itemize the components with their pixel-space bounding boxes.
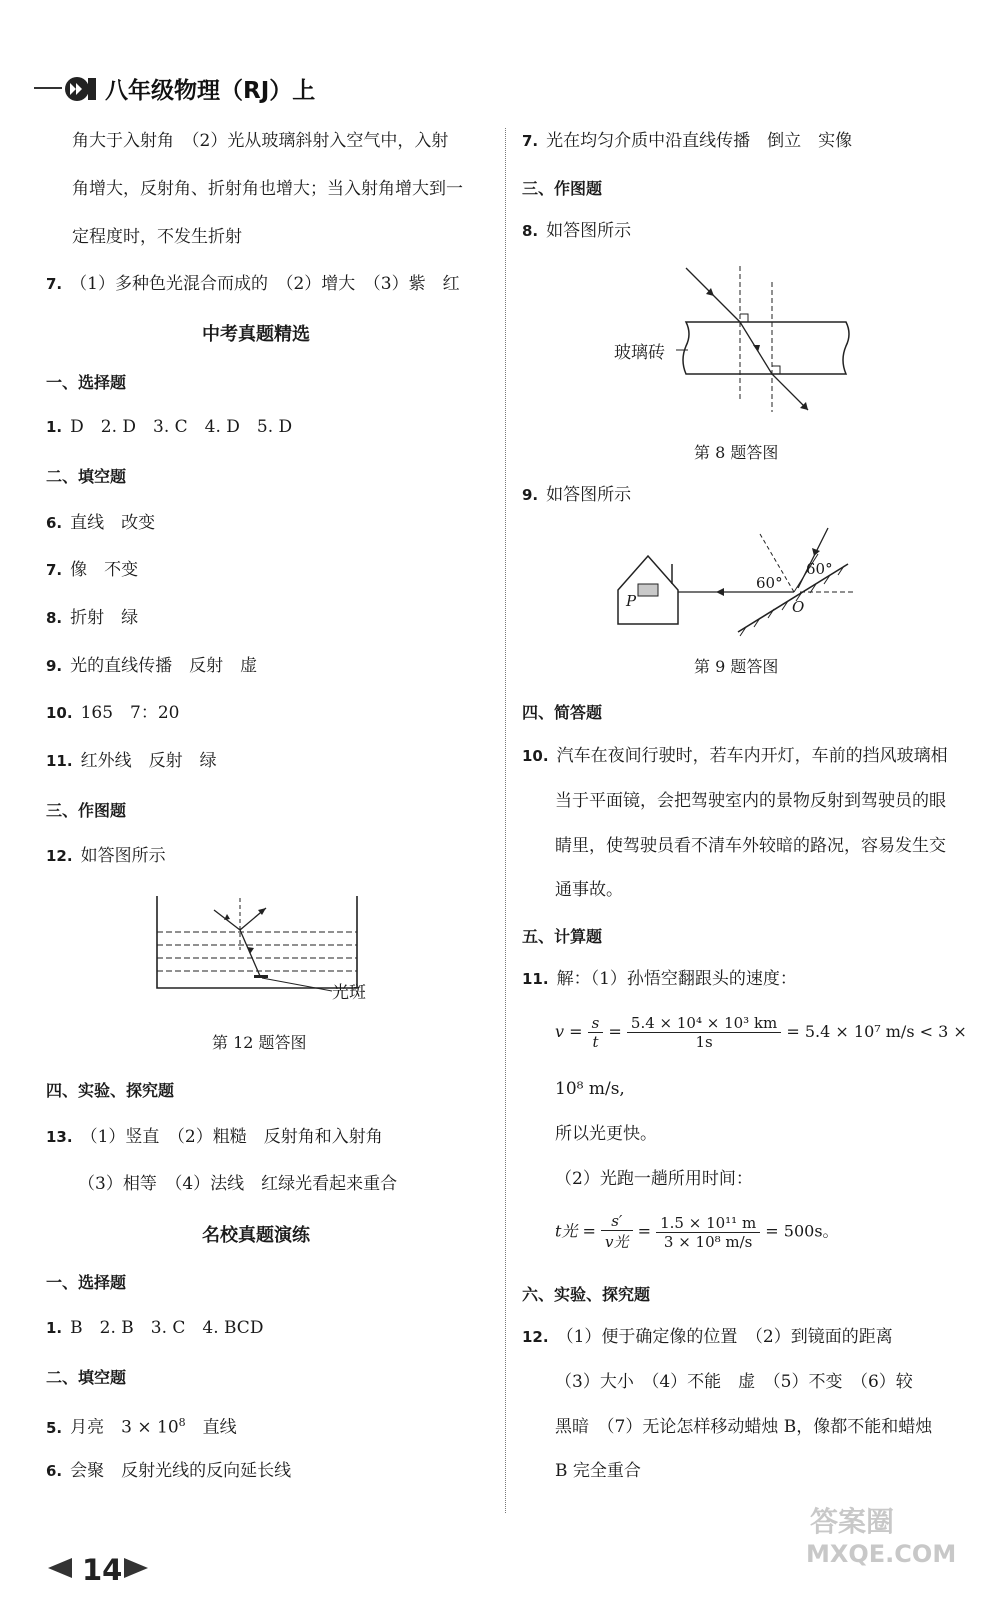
section-heading: 一、选择题 (46, 373, 127, 392)
answer-11-part-2: （2）光跑一趟所用时间： (555, 1169, 753, 1189)
answer-12-line-2: （3）大小 （4）不能 虚 （5）不变 （6）较 (555, 1372, 913, 1392)
figure-12-label-spot: 光斑 (332, 983, 366, 1003)
figure-9-house-mirror (608, 524, 860, 648)
answer-continuation-line-2: 角增大，反射角、折射角也增大；当入射角增大到一 (72, 179, 463, 199)
answer-10-line-2: 当于平面镜，会把驾驶室内的景物反射到驾驶员的眼 (555, 791, 946, 811)
figure-8-glass-brick (676, 262, 866, 422)
figure-8-caption: 第 8 题答图 (694, 443, 779, 462)
figure-9-label-o: O (792, 598, 805, 616)
section-heading: 三、作图题 (522, 179, 603, 198)
answer-9: 9. 光的直线传播 反射 虚 (46, 656, 258, 676)
section-title-mingxiao: 名校真题演练 (202, 1225, 310, 1246)
answer-10-line-1: 10. 汽车在夜间行驶时，若车内开灯，车前的挡风玻璃相 (522, 746, 948, 766)
answer-7 (46, 273, 460, 295)
answer-7: 7. 光在均匀介质中沿直线传播 倒立 实像 (522, 131, 853, 151)
book-title: 八年级物理（RJ）上 (105, 78, 316, 104)
answer-12: 12. 如答图所示 (46, 846, 166, 866)
answer-8: 8. 折射 绿 (46, 608, 139, 628)
answer-11-intro: 11. 解：（1）孙悟空翻跟头的速度： (522, 969, 797, 989)
answer-10: 10. 165 7：20 (46, 703, 180, 723)
answer-1-4: 1. B 2. B 3. C 4. BCD (46, 1318, 264, 1338)
arrow-left-icon (44, 1556, 74, 1580)
figure-9-label-p: P (626, 592, 637, 610)
answer-13-line-1: 13. （1）竖直 （2）粗糙 反射角和入射角 (46, 1127, 383, 1147)
answer-1-5: 1. D 2. D 3. C 4. D 5. D (46, 417, 293, 437)
answer-6: 6. 会聚 反射光线的反向延长线 (46, 1461, 292, 1481)
answer-12-line-1: 12. （1）便于确定像的位置 （2）到镜面的距离 (522, 1327, 893, 1347)
answer-12-line-4: B 完全重合 (555, 1461, 641, 1481)
time-equation: t光 = $\frac{s'}{\text{v光}}$ = $\frac{\text{1.5 × 10¹¹ m}}{\text{3 × 10⁸ m/s}}$ = 500s。 (555, 1212, 839, 1251)
section-heading: 二、填空题 (46, 1368, 127, 1387)
question-number: 7. (46, 275, 63, 293)
section-heading: 一、选择题 (46, 1273, 127, 1292)
answer-12-line-3: 黑暗 （7）无论怎样移动蜡烛 B，像都不能和蜡烛 (555, 1417, 933, 1437)
answer-10-line-4: 通事故。 (555, 880, 623, 900)
section-heading: 三、作图题 (46, 801, 127, 820)
figure-12-caption: 第 12 题答图 (212, 1033, 307, 1052)
header-rule (34, 87, 62, 89)
figure-9-angle-1: 60° (756, 574, 783, 592)
figure-9-angle-2: 60° (806, 560, 833, 578)
section-heading: 六、实验、探究题 (522, 1285, 651, 1304)
arrow-right-icon (122, 1556, 152, 1580)
page-number: 14 (82, 1553, 123, 1587)
watermark-logo: 答案圈 (810, 1505, 895, 1538)
answer-continuation-line-3: 定程度时，不发生折射 (72, 227, 242, 247)
answer-5: 5. 月亮 $3 \times 10^8$ 直线 (46, 1416, 237, 1438)
column-divider (505, 128, 506, 1513)
forward-arrows-icon (64, 76, 98, 102)
figure-8-label-glass: 玻璃砖 (614, 343, 665, 363)
section-heading: 四、简答题 (522, 703, 603, 722)
figure-9-caption: 第 9 题答图 (694, 657, 779, 676)
section-title-zhongkao: 中考真题精选 (202, 324, 310, 345)
velocity-equation: v = $\frac{s}{t}$ = $\frac{\text{5.4 × 10⁴ × 10³ km}}{1s}$ = 5.4 × 10⁷ m/s < 3 × (555, 1014, 967, 1051)
answer-text: （1）多种色光混合而成的 （2）增大 （3）紫 红 (70, 274, 460, 294)
answer-11: 11. 红外线 反射 绿 (46, 751, 217, 771)
velocity-equation-cont: 10⁸ m/s, (555, 1079, 625, 1099)
section-heading: 四、实验、探究题 (46, 1081, 175, 1100)
answer-13-line-2: （3）相等 （4）法线 红绿光看起来重合 (78, 1174, 398, 1194)
answer-7: 7. 像 不变 (46, 560, 139, 580)
section-heading: 五、计算题 (522, 927, 603, 946)
section-heading: 二、填空题 (46, 467, 127, 486)
watermark-url: MXQE.COM (806, 1540, 957, 1568)
answer-10-line-3: 睛里，使驾驶员看不清车外较暗的路况，容易发生交 (555, 836, 946, 856)
answer-6: 6. 直线 改变 (46, 513, 156, 533)
answer-continuation-line-1: 角大于入射角 （2）光从玻璃斜射入空气中，入射 (72, 131, 449, 151)
answer-8: 8. 如答图所示 (522, 221, 632, 241)
answer-9: 9. 如答图所示 (522, 485, 632, 505)
velocity-conclusion: 所以光更快。 (555, 1124, 657, 1144)
